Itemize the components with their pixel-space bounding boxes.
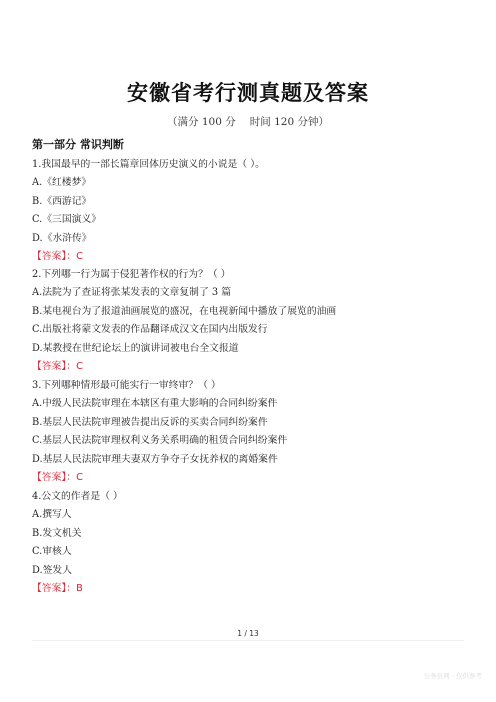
option-c: C.《三国演义》 xyxy=(32,214,102,226)
option-b: B.《西游记》 xyxy=(32,195,92,207)
watermark: 公务员网 · 仅供参考 xyxy=(423,672,482,680)
answer-label: 【答案】：B xyxy=(32,583,83,595)
document-subtitle xyxy=(0,114,496,129)
option-c: C.出版社将蒙文发表的作品翻译成汉文在国内出版发行 xyxy=(32,324,268,336)
question-block xyxy=(32,377,287,487)
answer-label: 【答案】：C xyxy=(32,361,83,373)
option-a: A.法院为了查证将张某发表的文章复制了 3 篇 xyxy=(32,287,231,299)
document-title: 安徽省考行测真题及答案 xyxy=(127,81,369,105)
option-b: B.基层人民法院审理被告提出反诉的买卖合同纠纷案件 xyxy=(32,416,268,428)
page-number: 1 / 13 xyxy=(237,629,259,638)
option-b: B.某电视台为了报道油画展览的盛况，在电视新闻中播放了展览的油画 xyxy=(32,305,337,317)
answer-label: 【答案】：C xyxy=(32,251,83,263)
option-a: A.中级人民法院审理在本辖区有重大影响的合同纠纷案件 xyxy=(32,398,278,410)
option-d: D.基层人民法院审理夫妻双方争夺子女抚养权的离婚案件 xyxy=(32,453,278,465)
question-block xyxy=(32,488,123,598)
question-stem: 2.下列哪一行为属于侵犯著作权的行为？（ ） xyxy=(32,269,231,280)
question-stem: 1.我国最早的一部长篇章回体历史演义的小说是（ ）。 xyxy=(32,159,265,170)
section-heading: 第一部分 常识判断 xyxy=(32,138,124,151)
answer-label: 【答案】：C xyxy=(32,472,83,484)
footer-divider xyxy=(32,640,464,641)
option-b: B.发文机关 xyxy=(32,527,82,539)
option-c: C.审核人 xyxy=(32,546,72,558)
subtitle-time: 时间 120 分钟） xyxy=(249,116,329,128)
subtitle-score: （满分 100 分 xyxy=(167,116,236,128)
option-a: A.《红楼梦》 xyxy=(32,177,92,189)
option-d: D.某教授在世纪论坛上的演讲词被电台全文报道 xyxy=(32,342,239,354)
question-block xyxy=(32,156,265,266)
option-d: D.《水浒传》 xyxy=(32,232,92,244)
question-block xyxy=(32,266,336,376)
option-a: A.撰写人 xyxy=(32,509,72,521)
question-stem: 3.下列哪种情形最可能实行一审终审？（ ） xyxy=(32,380,221,391)
question-stem: 4.公文的作者是（ ） xyxy=(32,491,123,502)
option-c: C.基层人民法院审理权利义务关系明确的租赁合同纠纷案件 xyxy=(32,435,288,447)
option-d: D.签发人 xyxy=(32,564,73,576)
